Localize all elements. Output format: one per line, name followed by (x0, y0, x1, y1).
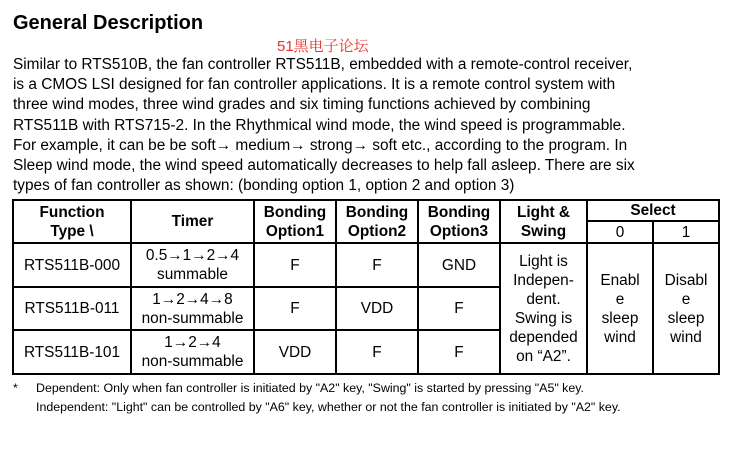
header-bonding-option1: Bonding Option1 (254, 200, 336, 243)
paragraph-line: Sleep wind mode, the wind speed automatically decreases to help fall asleep. There are six (13, 157, 635, 175)
cell-option2: VDD (336, 287, 418, 330)
cell-select-0: Enabl e sleep wind (587, 243, 653, 374)
header-function-type: Function Type \ (13, 200, 131, 243)
cell-option3: F (418, 287, 500, 330)
paragraph-line: is a CMOS LSI designed for fan controller applications. It is a remote control system with (13, 76, 616, 94)
cell-type: RTS511B-000 (13, 243, 131, 287)
header-light-swing: Light & Swing (500, 200, 587, 243)
cell-timer: 0.5→1→2→4 summable (131, 243, 254, 287)
cell-type: RTS511B-011 (13, 287, 131, 330)
footnote-marker: * (13, 381, 18, 395)
header-select-1: 1 (653, 221, 719, 243)
paragraph-line: three wind modes, three wind grades and six timing functions achieved by combining (13, 96, 591, 114)
paragraph-line: types of fan controller as shown: (bonding option 1, option 2 and option 3) (13, 177, 515, 195)
table-row (13, 243, 719, 287)
paragraph-line: For example, it can be be soft→ medium→ strong→ soft etc., according to the program. In (13, 136, 628, 154)
cell-light-swing: Light is Indepen- dent. Swing is depended on “A2”. (500, 243, 587, 374)
section-heading: General Description (13, 12, 204, 34)
description-paragraph (13, 55, 718, 196)
cell-timer: 1→2→4→8 non-summable (131, 287, 254, 330)
cell-option1: F (254, 243, 336, 287)
footnote-line: Independent: "Light" can be controlled by "A6" key, whether or not the fan controller is initiated by "A2" key. (36, 400, 621, 414)
header-bonding-option2: Bonding Option2 (336, 200, 418, 243)
cell-option3: GND (418, 243, 500, 287)
footnote-line: Dependent: Only when fan controller is initiated by "A2" key, "Swing" is started by pressing "A5" key. (36, 381, 584, 395)
paragraph-line: RTS511B with RTS715-2. In the Rhythmical wind mode, the wind speed is programmable. (13, 116, 626, 134)
fan-controller-table (12, 199, 720, 375)
cell-option2: F (336, 330, 418, 374)
header-select-0: 0 (587, 221, 653, 243)
watermark: 51黑电子论坛 (277, 38, 369, 55)
cell-type: RTS511B-101 (13, 330, 131, 374)
cell-option2: F (336, 243, 418, 287)
cell-option1: VDD (254, 330, 336, 374)
cell-timer: 1→2→4 non-summable (131, 330, 254, 374)
header-select: Select (587, 200, 719, 221)
cell-option3: F (418, 330, 500, 374)
header-bonding-option3: Bonding Option3 (418, 200, 500, 243)
header-timer: Timer (131, 200, 254, 243)
cell-select-1: Disabl e sleep wind (653, 243, 719, 374)
cell-option1: F (254, 287, 336, 330)
paragraph-line: Similar to RTS510B, the fan controller RTS511B, embedded with a remote-control receiver, (13, 56, 633, 73)
